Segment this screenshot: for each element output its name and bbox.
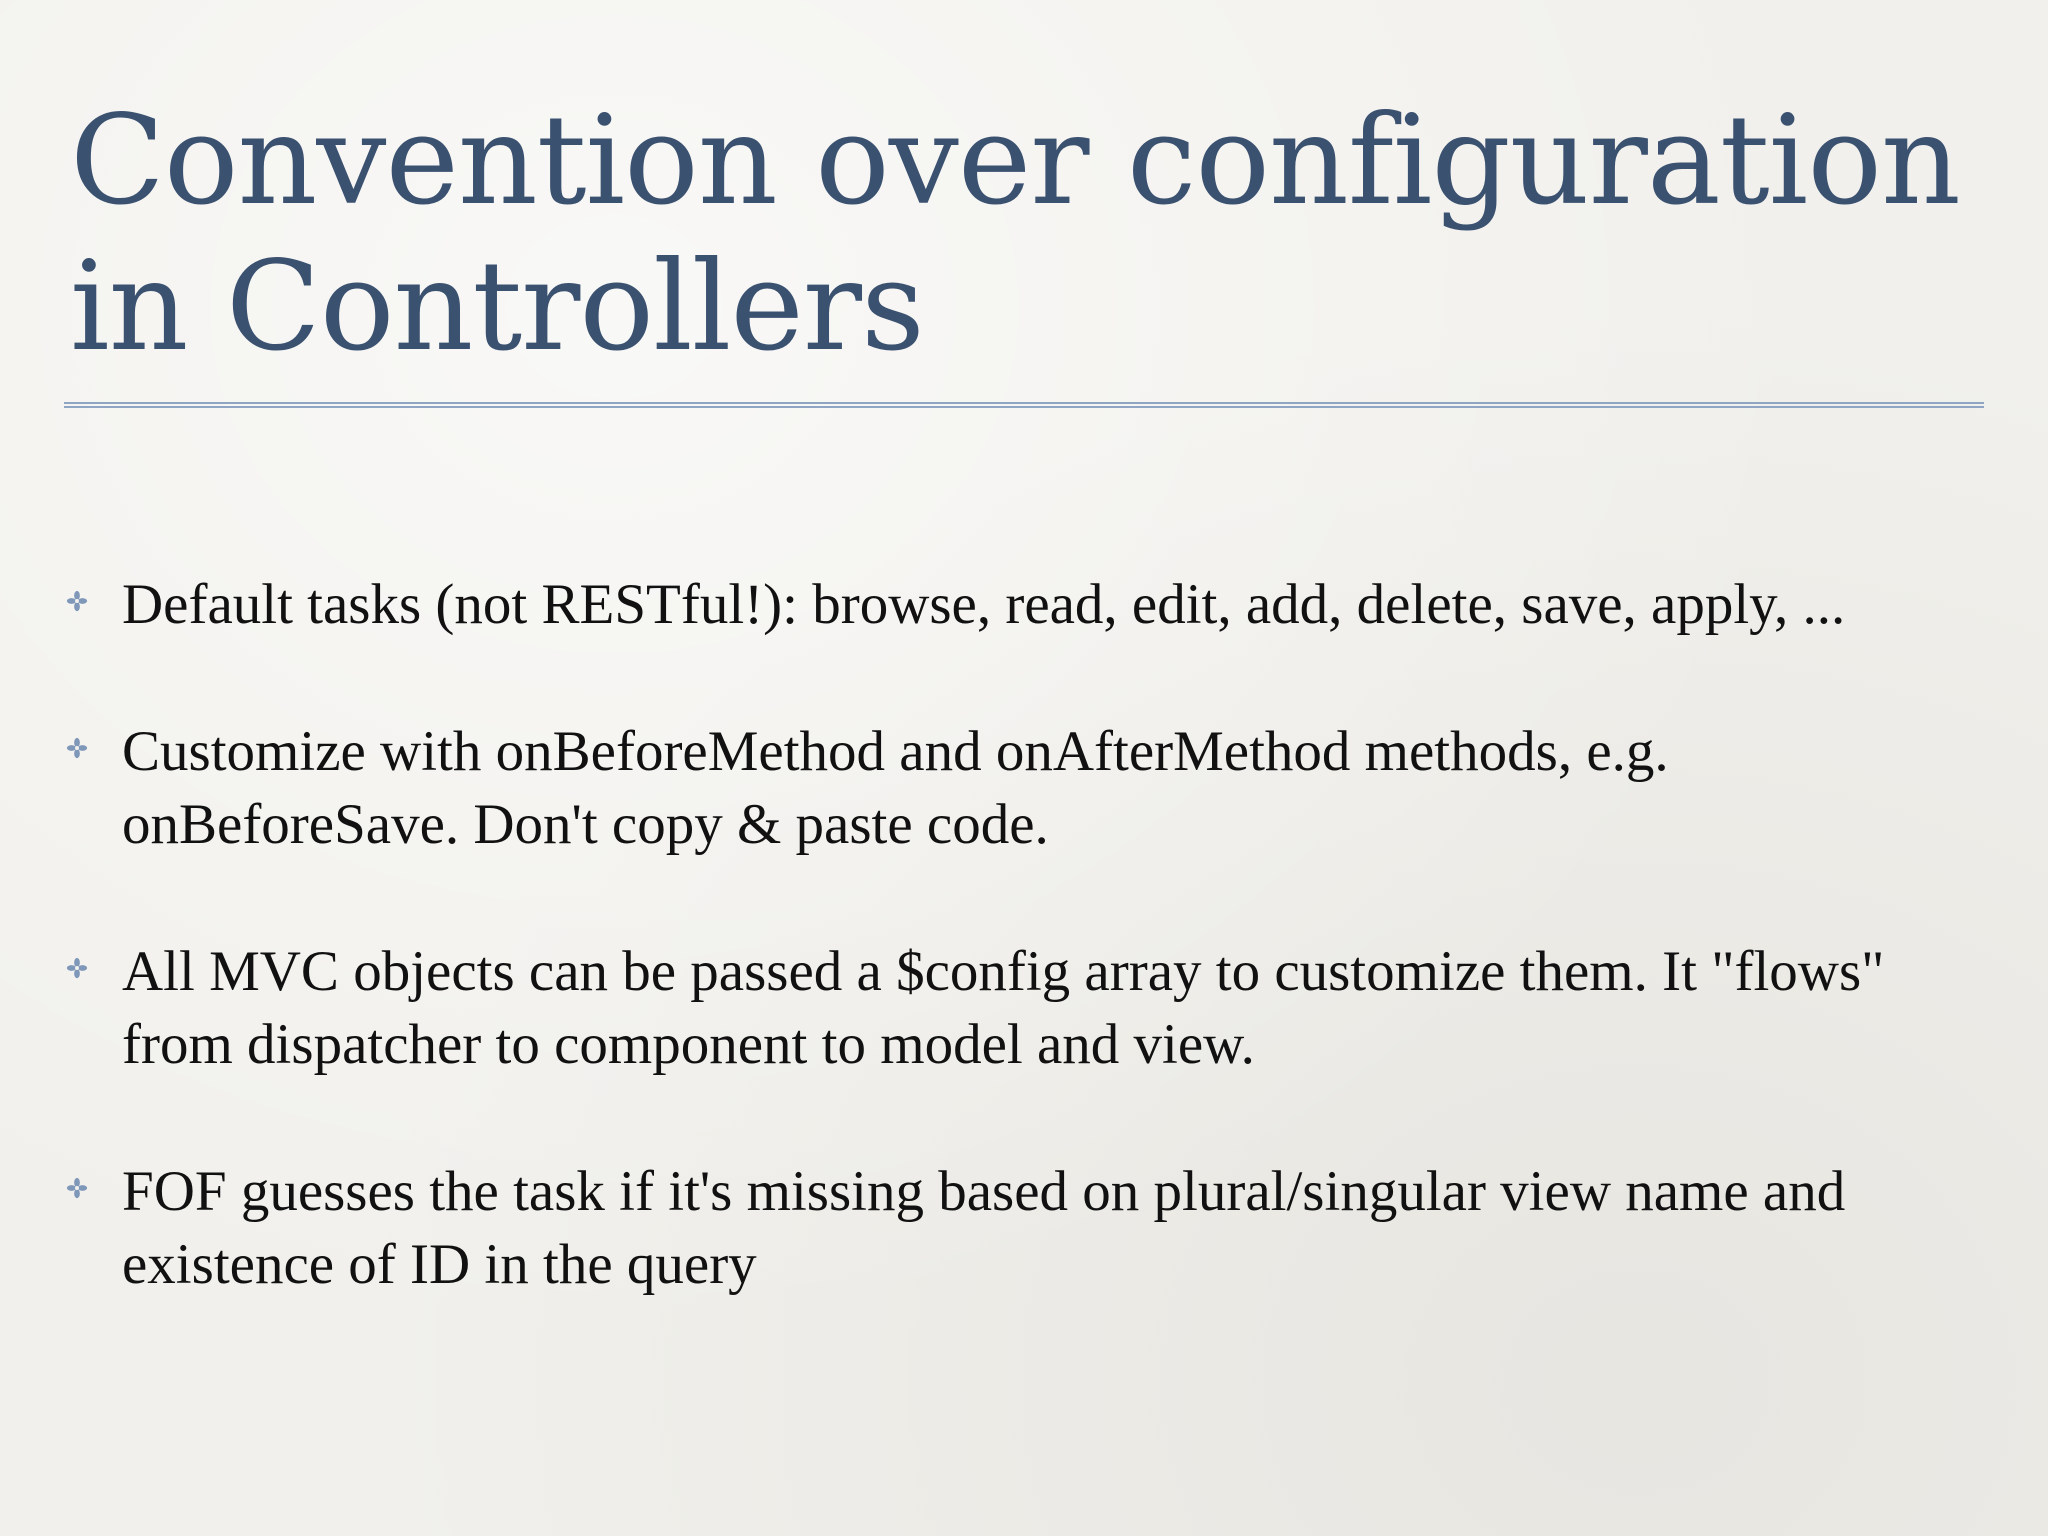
bullet-item [62,568,1992,641]
bullet-text: All MVC objects can be passed a $config array to customize them. It "flows" from dispatcher to component to model and view. [122,940,1885,1076]
bullet-item [62,935,1992,1081]
flower-bullet-icon [66,957,88,979]
flower-bullet-icon [66,1177,88,1199]
bullet-item [62,715,1992,861]
slide-title: Convention over configuration in Controllers [70,89,1960,379]
bullet-text: Default tasks (not RESTful!): browse, read, edit, add, delete, save, apply, ... [122,573,1846,636]
flower-bullet-icon [66,590,88,612]
bullet-text: Customize with onBeforeMethod and onAfterMethod methods, e.g. onBeforeSave. Don't copy & paste code. [122,720,1669,856]
bullet-item [62,1155,1992,1301]
bullet-text: FOF guesses the task if it's missing based on plural/singular view name and existence of ID in the query [122,1160,1846,1296]
title-divider [64,402,1984,408]
bullet-list [62,568,1992,1375]
flower-bullet-icon [66,737,88,759]
